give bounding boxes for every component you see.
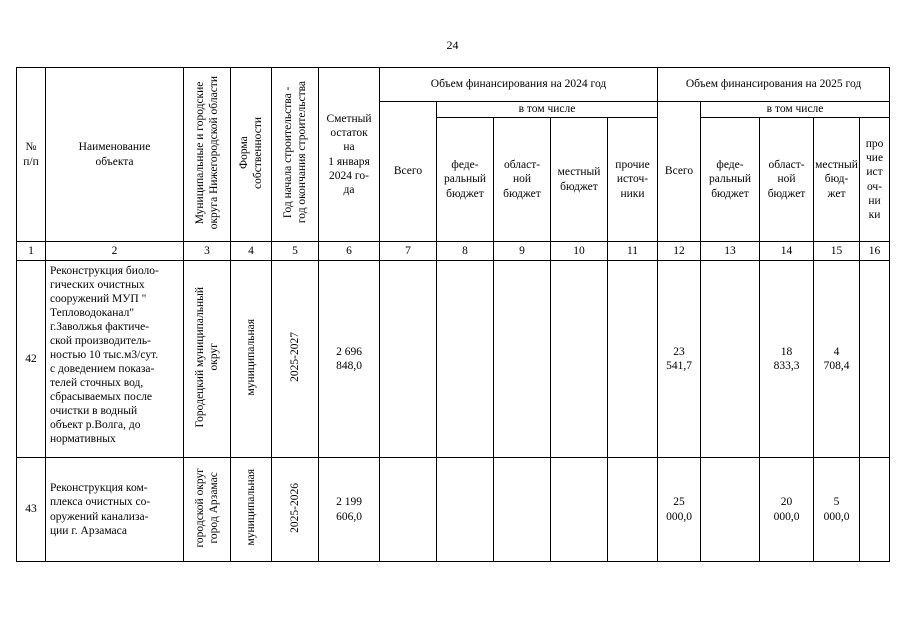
empty-cell (380, 261, 437, 458)
header-municipality: Муниципальные и городские округа Нижегородской области (184, 68, 231, 242)
header-regional-2024: област- ной бюджет (494, 118, 551, 242)
column-number: 1 (17, 242, 46, 261)
header-other-2024: прочие источ- ники (608, 118, 658, 242)
estimate-cell: 2 696 848,0 (319, 261, 380, 458)
empty-cell (551, 458, 608, 562)
header-incl-2025: в том числе (701, 102, 890, 118)
column-number: 13 (701, 242, 760, 261)
object-name: Реконструкция ком- плекса очистных со- оружений канализа- ции г. Арзамаса (46, 458, 184, 562)
object-name: Реконструкция биоло- гических очистных сооружений МУП " Тепловодоканал" г.Заволжья фактиче- ской производитель- ностью 10 тыс.м3/сут. с доведением показа- телей сточных вод, сбрасываемых после очистки в водный объект р.Волга, до нормативных (46, 261, 184, 458)
column-number: 11 (608, 242, 658, 261)
table-row (17, 458, 890, 562)
years-cell: 2025-2026 (272, 458, 319, 562)
empty-cell (608, 458, 658, 562)
empty-cell (608, 261, 658, 458)
page-number: 24 (446, 38, 459, 52)
empty-cell (860, 261, 890, 458)
municipality-cell: городской округ город Арзамас (184, 458, 231, 562)
header-other-2025: про чие ист оч- ни ки (860, 118, 890, 242)
header-fin-2024: Объем финансирования на 2024 год (380, 68, 658, 102)
empty-cell (437, 261, 494, 458)
header-incl-2024: в том числе (437, 102, 658, 118)
regional-2025-cell: 20 000,0 (760, 458, 814, 562)
column-number: 2 (46, 242, 184, 261)
header-total-2024: Всего (380, 102, 437, 242)
empty-cell (380, 458, 437, 562)
empty-cell (437, 458, 494, 562)
empty-cell (860, 458, 890, 562)
column-number-row (17, 242, 890, 261)
column-number: 9 (494, 242, 551, 261)
local-2025-cell: 4 708,4 (814, 261, 860, 458)
header-fin-2025: Объем финансирования на 2025 год (658, 68, 890, 102)
header-estimate: Сметный остаток на 1 января 2024 го- да (319, 68, 380, 242)
table-row (17, 261, 890, 458)
header-federal-2025: феде- ральный бюджет (701, 118, 760, 242)
column-number: 5 (272, 242, 319, 261)
empty-cell (551, 261, 608, 458)
empty-cell (494, 458, 551, 562)
column-number: 15 (814, 242, 860, 261)
column-number: 14 (760, 242, 814, 261)
ownership-cell: муниципальная (231, 261, 272, 458)
header-num: № п/п (17, 68, 46, 242)
ownership-cell: муниципальная (231, 458, 272, 562)
municipality-cell: Городецкий муниципальный округ (184, 261, 231, 458)
total-2025-cell: 25 000,0 (658, 458, 701, 562)
row-num: 43 (17, 458, 46, 562)
local-2025-cell: 5 000,0 (814, 458, 860, 562)
header-years: Год начала строительства - год окончания строительства (272, 68, 319, 242)
header-local-2024: местный бюджет (551, 118, 608, 242)
column-number: 4 (231, 242, 272, 261)
row-num: 42 (17, 261, 46, 458)
header-total-2025: Всего (658, 102, 701, 242)
estimate-cell: 2 199 606,0 (319, 458, 380, 562)
column-number: 7 (380, 242, 437, 261)
column-number: 8 (437, 242, 494, 261)
header-ownership: Форма собственности (231, 68, 272, 242)
header-regional-2025: област- ной бюджет (760, 118, 814, 242)
column-number: 10 (551, 242, 608, 261)
column-number: 12 (658, 242, 701, 261)
header-federal-2024: феде- ральный бюджет (437, 118, 494, 242)
column-number: 16 (860, 242, 890, 261)
column-number: 6 (319, 242, 380, 261)
empty-cell (701, 261, 760, 458)
header-local-2025: местный бюд- жет (814, 118, 860, 242)
years-cell: 2025-2027 (272, 261, 319, 458)
empty-cell (701, 458, 760, 562)
financing-table (16, 67, 890, 562)
column-number: 3 (184, 242, 231, 261)
regional-2025-cell: 18 833,3 (760, 261, 814, 458)
empty-cell (494, 261, 551, 458)
total-2025-cell: 23 541,7 (658, 261, 701, 458)
header-name: Наименование объекта (46, 68, 184, 242)
